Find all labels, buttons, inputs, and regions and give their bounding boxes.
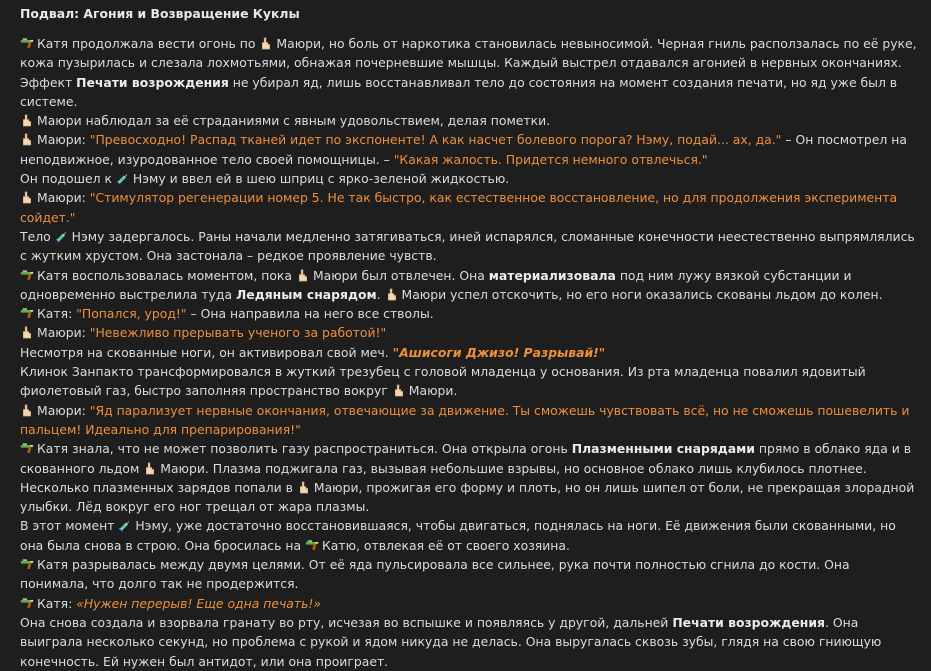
gun-icon [20,307,34,320]
dialogue-line: Маюри: "Невежливо прерывать ученого за работой!" [20,323,919,342]
paragraph: Клинок Занпакто трансформировался в жуткий трезубец с головой младенца у основания. Из рта младенца повалил ядовитый фиолетовый газ, быстро заполняя пространство вокруг Маюри. [20,364,866,399]
hand-sign-icon [20,326,34,339]
gun-icon [20,442,34,455]
gun-icon [20,558,34,571]
paragraph: Маюри наблюдал за её страданиями с явным удовольствием, делая пометки. [20,111,919,130]
hand-sign-icon [385,288,399,301]
hand-sign-icon [143,462,157,475]
paragraph: Катя знала, что не может позволить газу распространиться. Она открыла огонь Плазменными снарядами прямо в облако яда и в скованного льдом Маюри. Плазма поджигала газ, вызывая небольшие взрывы, но основное облако лишь клубилось плотнее. Несколько плазменных зарядов попали в Маюри, прожигая его форму и плоть, но он лишь шипел от боли, не прекращая злорадной улыбки. Лёд вокруг его ног трещал от жара плазмы. [20,441,915,515]
paragraph: В этот момент Нэму, уже достаточно восстановившаяся, чтобы двигаться, поднялась на ноги. Её движения были скованными, но она была снова в строю. Она бросилась на Катю, отвлекая её от своего хозяина. [20,518,896,553]
hand-sign-icon [20,404,34,417]
gun-icon [20,269,34,282]
page-title: Подвал: Агония и Возвращение Куклы [20,6,300,21]
dialogue-line: Катя: «Нужен перерыв! Еще одна печать!» [20,594,919,613]
paragraph: Катя продолжала вести огонь по Маюри, но боль от наркотика становилась невыносимой. Черная гниль расползалась по её руке, кожа пузырилась и слезала лохмотьями, обнажая почерневшие мышцы. Каждый выстрел отдавался агонией в нервных окончаниях. Эффект Печати возрождения не убирал яд, лишь восстанавливал тело до состояния на момент создания печати, но яд уже был в системе. [20,36,917,109]
dialogue-line: Маюри: "Стимулятор регенерации номер 5. Не так быстро, как естественное восстановление, но для продолжения эксперимента сойдет." [20,190,898,225]
paragraph: Катя воспользовалась моментом, пока Маюри был отвлечен. Она материализовала под ним лужу вязкой субстанции и одновременно выстрелила туда Ледяным снарядом. Маюри успел отскочить, но его ноги оказались скованы льдом до колен. [20,267,883,302]
syringe-icon [116,172,130,185]
paragraph: Она снова создала и взорвала гранату во рту, исчезая во вспышке и появляясь у другой, дальней Печати возрождения. Она выиграла несколько секунд, но проблема с рукой и ядом никуда не делась. Она выругалась сквозь зубы, глядя на свою гниющую конечность. Ей нужен был антидот, или она проиграет. [20,614,882,669]
hand-sign-icon [20,114,34,127]
paragraph: Тело Нэму задергалось. Раны начали медленно затягиваться, иней испарялся, сломанные конечности неестественно выпрямлялись с жутким хрустом. Она застонала – редкое проявление чувств. [20,228,915,264]
syringe-icon [55,230,69,243]
gun-icon [20,37,34,50]
dialogue-line: Маюри: "Яд парализует нервные окончания, отвечающие за движение. Ты сможешь чувствовать всё, но не сможешь пошевелить и пальцем! Идеально для препарирования!" [20,402,910,437]
gun-icon [20,597,34,610]
hand-sign-icon [259,37,273,50]
paragraph: Он подошел к Нэму и ввел ей в шею шприц с ярко-зеленой жидкостью. [20,171,510,187]
hand-sign-icon [297,481,311,494]
paragraph: Несмотря на скованные ноги, он активировал свой меч. "Ашисоги Джизо! Разрывай!" [20,344,606,360]
gun-icon [305,539,319,552]
hand-sign-icon [392,384,406,397]
syringe-icon [118,519,132,532]
hand-sign-icon [20,133,34,146]
hand-sign-icon [296,269,310,282]
dialogue-line: Катя: "Попался, урод!" – Она направила на него все стволы. [20,304,919,323]
hand-sign-icon [20,191,34,204]
paragraph: Катя разрывалась между двумя целями. От её яда пульсировала все сильнее, рука почти полностью сгнила до кости. Она понимала, что долго так не продержится. [20,557,850,592]
dialogue-line: Маюри: "Превосходно! Распад тканей идет по экспоненте! А как насчет болевого порога? Нэму, подай... ах, да." – Он посмотрел на неподвижное, изуродованное тело своей помощницы. – "Какая жалость. Придется немного отвлечься." [20,132,907,167]
